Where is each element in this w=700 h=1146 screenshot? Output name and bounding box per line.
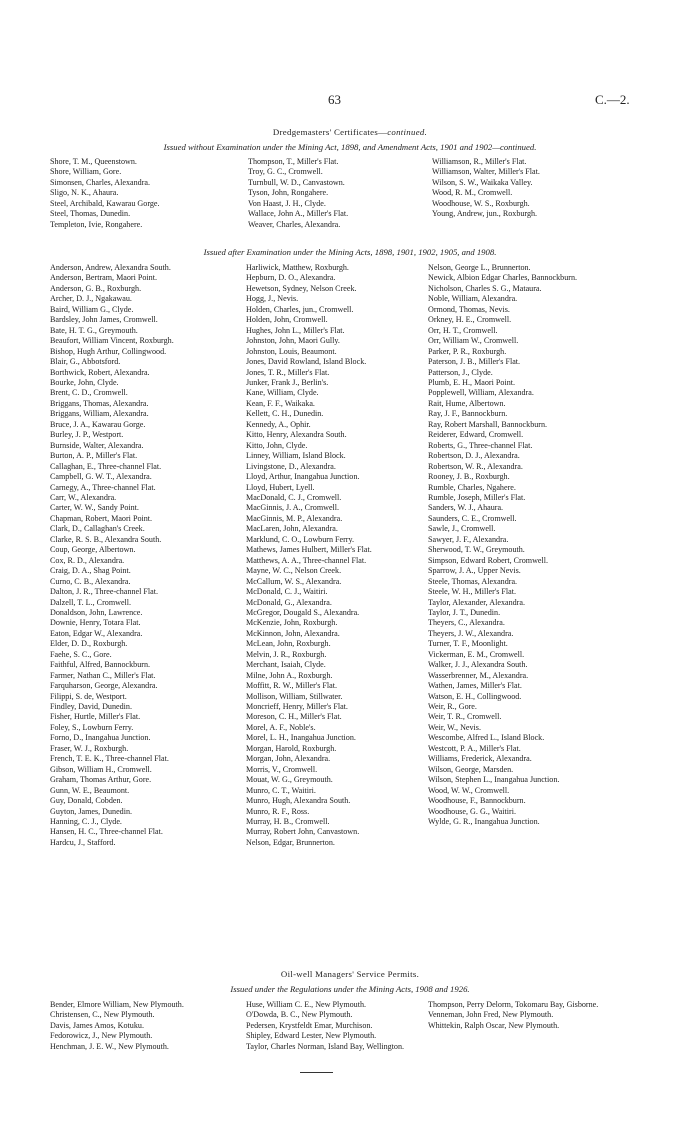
list-item: Marklund, C. O., Lowburn Ferry. — [246, 534, 355, 544]
list-item: Blair, G., Abbotsford. — [50, 357, 121, 367]
list-item: Thompson, T., Miller's Flat. — [248, 157, 339, 166]
list-item: Briggans, Thomas, Alexandra. — [50, 398, 149, 408]
list-item: Wood, W. W., Cromwell. — [428, 785, 510, 795]
section2-col2 — [246, 263, 421, 848]
list-item: Orr, William W., Cromwell. — [428, 336, 519, 346]
list-item: Wilson, Stephen L., Inangahua Junction. — [428, 775, 560, 785]
list-item: Holden, Charles, jun., Cromwell. — [246, 304, 354, 314]
list-item: Fraser, W. J., Roxburgh. — [50, 743, 129, 753]
list-item: Steel, Thomas, Dunedin. — [50, 209, 131, 219]
list-item: Campbell, G. W. T., Alexandra. — [50, 472, 152, 482]
list-item: Carter, W. W., Sandy Point. — [50, 503, 139, 513]
list-item: Nelson, Edgar, Brunnerton. — [246, 837, 335, 847]
list-item: Morris, V., Cromwell. — [246, 764, 318, 774]
list-item: Rooney, J. B., Roxburgh. — [428, 472, 510, 482]
list-item: Lloyd, Arthur, Inangahua Junction. — [246, 472, 360, 482]
list-item: Sparrow, J. A., Upper Nevis. — [428, 566, 521, 576]
list-item: Morel, A. F., Noble's. — [246, 722, 316, 732]
list-item: Henchman, J. E. W., New Plymouth. — [50, 1041, 169, 1051]
list-item: Wilson, George, Marsden. — [428, 764, 514, 774]
list-item: Orkney, H. E., Cromwell. — [428, 315, 512, 325]
list-item: Borthwick, Robert, Alexandra. — [50, 367, 150, 377]
list-item: Plumb, E. H., Maori Point. — [428, 377, 516, 387]
list-item: Rait, Hume, Albertown. — [428, 398, 506, 408]
list-item: Sanders, W. J., Ahaura. — [428, 503, 504, 513]
list-item: Milne, John A., Roxburgh. — [246, 670, 333, 680]
list-item: Holden, John, Cromwell. — [246, 315, 328, 325]
list-item: Turner, T. F., Moonlight. — [428, 639, 508, 649]
list-item: Kean, F. F., Waikaka. — [246, 398, 315, 408]
list-item: Paterson, J. B., Miller's Flat. — [428, 357, 521, 367]
list-item: Archer, D. J., Ngakawau. — [50, 294, 132, 304]
list-item: Munro, R. F., Ross. — [246, 806, 310, 816]
list-item: Anderson, G. B., Roxburgh. — [50, 283, 142, 293]
section1-subheading: Issued without Examination under the Mining Act, 1898, and Amendment Acts, 1901 and 1902—continued. — [163, 142, 537, 152]
list-item: Moreson, C. H., Miller's Flat. — [246, 712, 342, 722]
section1-list — [0, 157, 700, 257]
list-item: Ray, Robert Marshall, Bannockburn. — [428, 419, 548, 429]
list-item: Linney, William, Island Block. — [246, 451, 346, 461]
list-item: Foley, S., Lowburn Ferry. — [50, 722, 134, 732]
section3-col1 — [50, 1000, 245, 1052]
list-item: Orr, H. T., Cromwell. — [428, 325, 498, 335]
list-item: Robertson, W. R., Alexandra. — [428, 461, 523, 471]
list-item: Sawle, J., Cromwell. — [428, 524, 496, 534]
list-item: Clark, D., Callaghan's Creek. — [50, 524, 145, 534]
section1-col3 — [432, 157, 632, 220]
list-item: Shore, William, Gore. — [50, 167, 122, 177]
list-item: Wilson, S. W., Waikaka Valley. — [432, 177, 533, 187]
list-item: Johnston, Louis, Beaumont. — [246, 346, 337, 356]
list-item: Williamson, R., Miller's Flat. — [432, 157, 527, 166]
list-item: McLean, John, Roxburgh. — [246, 639, 331, 649]
list-item: Woodhouse, W. S., Roxburgh. — [432, 198, 530, 208]
list-item: Matthews, A. A., Three-channel Flat. — [246, 555, 367, 565]
list-item: Whittekin, Ralph Oscar, New Plymouth. — [428, 1020, 560, 1030]
list-item: Patterson, J., Clyde. — [428, 367, 493, 377]
list-item: Bardsley, John James, Cromwell. — [50, 315, 158, 325]
section2-col1 — [50, 263, 245, 848]
list-item: French, T. E. K., Three-channel Flat. — [50, 754, 169, 764]
list-item: Baird, William G., Clyde. — [50, 304, 134, 314]
page-reference: C.—2. — [595, 92, 630, 107]
list-item: Forno, D., Inangahua Junction. — [50, 733, 151, 743]
list-item: Turnbull, W. D., Canvastown. — [248, 177, 345, 187]
list-item: Theyers, J. W., Alexandra. — [428, 628, 514, 638]
list-item: Eaton, Edgar W., Alexandra. — [50, 628, 143, 638]
list-item: Mouat, W. G., Greymouth. — [246, 775, 333, 785]
list-item: Munro, C. T., Waitiri. — [246, 785, 316, 795]
list-item: Moncrieff, Henry, Miller's Flat. — [246, 702, 348, 712]
list-item: Newick, Albion Edgar Charles, Bannockburn. — [428, 273, 578, 283]
list-item: Westcott, P. A., Miller's Flat. — [428, 743, 521, 753]
list-item: Troy, G. C., Cromwell. — [248, 167, 323, 177]
list-item: Murray, Robert John, Canvastown. — [246, 827, 360, 837]
list-item: Munro, Hugh, Alexandra South. — [246, 796, 351, 806]
list-item: Venneman, John Fred, New Plymouth. — [428, 1010, 554, 1020]
list-item: Vickerman, E. M., Cromwell. — [428, 649, 525, 659]
list-item: Gibson, William H., Cromwell. — [50, 764, 152, 774]
list-item: Kitto, Henry, Alexandra South. — [246, 430, 347, 440]
list-item: Carr, W., Alexandra. — [50, 492, 117, 502]
list-item: Wylde, G. R., Inangahua Junction. — [428, 817, 540, 827]
list-item: McKenzie, John, Roxburgh. — [246, 618, 338, 628]
list-item: Faithful, Alfred, Bannockburn. — [50, 660, 151, 670]
list-item: Rumble, Joseph, Miller's Flat. — [428, 492, 526, 502]
list-item: Junker, Frank J., Berlin's. — [246, 377, 329, 387]
list-item: Brent, C. D., Cromwell. — [50, 388, 128, 398]
list-item: Kane, William, Clyde. — [246, 388, 319, 398]
list-item: Burnside, Walter, Alexandra. — [50, 440, 144, 450]
list-item: Farmer, Nathan C., Miller's Flat. — [50, 670, 156, 680]
list-item: Noble, William, Alexandra. — [428, 294, 518, 304]
list-item: Robertson, D. J., Alexandra. — [428, 451, 520, 461]
list-item: Wallace, John A., Miller's Flat. — [248, 209, 349, 219]
list-item: Guy, Donald, Cobden. — [50, 796, 123, 806]
list-item: Wathen, James, Miller's Flat. — [428, 681, 522, 691]
list-item: Thompson, Perry Delorm, Tokomaru Bay, Gisborne. — [428, 1000, 599, 1009]
list-item: Hogg, J., Nevis. — [246, 294, 299, 304]
list-item: Reiderer, Edward, Cromwell. — [428, 430, 524, 440]
list-item: Downie, Henry, Totara Flat. — [50, 618, 141, 628]
list-item: MacLaren, John, Alexandra. — [246, 524, 338, 534]
list-item: Williamson, Walter, Miller's Flat. — [432, 167, 540, 177]
list-item: Johnston, John, Maori Gully. — [246, 336, 340, 346]
list-item: Hewetson, Sydney, Nelson Creek. — [246, 283, 357, 293]
list-item: McDonald, G., Alexandra. — [246, 597, 332, 607]
list-item: Morel, L. H., Inangahua Junction. — [246, 733, 356, 743]
list-item: Bruce, J. A., Kawarau Gorge. — [50, 419, 146, 429]
section1-col1 — [50, 157, 235, 230]
list-item: Weir, T. R., Cromwell. — [428, 712, 502, 722]
list-item: Carnegy, A., Three-channel Flat. — [50, 482, 156, 492]
page-number: 63 — [328, 92, 341, 107]
list-item: Hardcu, J., Stafford. — [50, 837, 116, 847]
section3-col3 — [428, 1000, 640, 1031]
list-item: Lloyd, Hubert, Lyell. — [246, 482, 315, 492]
section3-subheading: Issued under the Regulations under the Mining Acts, 1908 and 1926. — [230, 984, 470, 994]
list-item: Rumble, Charles, Ngahere. — [428, 482, 516, 492]
list-item: Fisher, Hurtle, Miller's Flat. — [50, 712, 141, 722]
list-item: Farquharson, George, Alexandra. — [50, 681, 158, 691]
list-item: Burton, A. P., Miller's Flat. — [50, 451, 138, 461]
list-item: McCallum, W. S., Alexandra. — [246, 576, 342, 586]
list-item: Jones, David Rowland, Island Block. — [246, 357, 367, 367]
list-item: Jones, T. R., Miller's Flat. — [246, 367, 330, 377]
list-item: Kellett, C. H., Dunedin. — [246, 409, 324, 419]
list-item: Sligo, N. K., Ahaura. — [50, 188, 119, 198]
section2-list — [0, 263, 700, 863]
list-item: Dalton, J. R., Three-channel Flat. — [50, 587, 158, 597]
list-item: Hanning, C. J., Clyde. — [50, 817, 122, 827]
list-item: Theyers, C., Alexandra. — [428, 618, 505, 628]
list-item: MacGinnis, M. P., Alexandra. — [246, 513, 343, 523]
list-item: Templeton, Ivie, Rongahere. — [50, 219, 143, 229]
section3-col2 — [246, 1000, 426, 1052]
list-item: Simpson, Edward Robert, Cromwell. — [428, 555, 549, 565]
list-item: Wood, R. M., Cromwell. — [432, 188, 513, 198]
list-item: Woodhouse, F., Bannockburn. — [428, 796, 526, 806]
list-item: Findley, David, Dunedin. — [50, 702, 132, 712]
list-item: Taylor, Charles Norman, Island Bay, Wellington. — [246, 1041, 405, 1051]
section1-col2 — [248, 157, 418, 230]
list-item: Chapman, Robert, Maori Point. — [50, 513, 153, 523]
list-item: Weir, W., Nevis. — [428, 722, 481, 732]
list-item: Young, Andrew, jun., Roxburgh. — [432, 209, 538, 219]
list-item: Taylor, Alexander, Alexandra. — [428, 597, 525, 607]
list-item: Parker, P. R., Roxburgh. — [428, 346, 507, 356]
list-item: Ormond, Thomas, Nevis. — [428, 304, 510, 314]
list-item: Woodhouse, G. G., Waitiri. — [428, 806, 517, 816]
section3-heading: Oil-well Managers' Service Permits. — [280, 969, 420, 979]
list-item: Christensen, C., New Plymouth. — [50, 1010, 155, 1020]
list-item: Donaldson, John, Lawrence. — [50, 607, 143, 617]
list-item: Kitto, John, Clyde. — [246, 440, 308, 450]
list-item: Walker, J. J., Alexandra South. — [428, 660, 528, 670]
list-item: McKinnon, John, Alexandra. — [246, 628, 340, 638]
list-item: Ray, J. F., Bannockburn. — [428, 409, 508, 419]
list-item: Faehe, S. C., Gore. — [50, 649, 112, 659]
list-item: Kennedy, A., Ophir. — [246, 419, 311, 429]
section1-heading-text: Dredgemasters' Certificates— — [272, 127, 388, 137]
list-item: Curno, C. B., Alexandra. — [50, 576, 131, 586]
list-item: Morgan, Harold, Roxburgh. — [246, 743, 337, 753]
section1-heading-cont: continued. — [387, 127, 428, 137]
list-item: Hughes, John L., Miller's Flat. — [246, 325, 345, 335]
list-item: Bishop, Hugh Arthur, Collingwood. — [50, 346, 167, 356]
list-item: Steele, W. H., Miller's Flat. — [428, 587, 517, 597]
list-item: Von Haast, J. H., Clyde. — [248, 198, 326, 208]
list-item: Nicholson, Charles S. G., Mataura. — [428, 283, 542, 293]
list-item: Callaghan, E., Three-channel Flat. — [50, 461, 162, 471]
list-item: Shipley, Edward Lester, New Plymouth. — [246, 1031, 377, 1041]
section2-subheading: Issued after Examination under the Mining Acts, 1898, 1901, 1902, 1905, and 1908. — [203, 247, 497, 257]
list-item: Coup, George, Albertown. — [50, 545, 136, 555]
list-item: Weaver, Charles, Alexandra. — [248, 219, 341, 229]
list-item: Morgan, John, Alexandra. — [246, 754, 331, 764]
list-item: Williams, Frederick, Alexandra. — [428, 754, 532, 764]
list-item: Shore, T. M., Queenstown. — [50, 157, 137, 166]
list-item: Hepburn, D. O., Alexandra. — [246, 273, 336, 283]
list-item: Hansen, H. C., Three-channel Flat. — [50, 827, 163, 837]
section2-col3 — [428, 263, 640, 827]
list-item: Melvin, J. R., Roxburgh. — [246, 649, 327, 659]
list-item: Steele, Thomas, Alexandra. — [428, 576, 518, 586]
list-item: Gunn, W. E., Beaumont. — [50, 785, 130, 795]
list-item: Merchant, Isaiah, Clyde. — [246, 660, 326, 670]
list-item: Guyton, James, Dunedin. — [50, 806, 133, 816]
list-item: Murray, H. B., Cromwell. — [246, 817, 330, 827]
list-item: Roberts, G., Three-channel Flat. — [428, 440, 533, 450]
list-item: Davis, James Amos, Kotuku. — [50, 1020, 144, 1030]
list-item: Moffitt, R. W., Miller's Flat. — [246, 681, 338, 691]
list-item: Wasserbrenner, M., Alexandra. — [428, 670, 529, 680]
list-item: Filippi, S. de, Westport. — [50, 691, 127, 701]
list-item: Pedersen, Krystfeldt Emar, Murchison. — [246, 1020, 373, 1030]
list-item: Huse, William C. E., New Plymouth. — [246, 1000, 367, 1009]
list-item: Burley, J. P., Westport. — [50, 430, 124, 440]
list-item: Anderson, Andrew, Alexandra South. — [50, 263, 171, 272]
list-item: Steel, Archibald, Kawarau Gorge. — [50, 198, 160, 208]
list-item: Clarke, R. S. B., Alexandra South. — [50, 534, 162, 544]
list-item: Livingstone, D., Alexandra. — [246, 461, 336, 471]
list-item: Mayne, W. C., Nelson Creek. — [246, 566, 342, 576]
list-item: Dalzell, T. L., Cromwell. — [50, 597, 132, 607]
list-item: Mathews, James Hulbert, Miller's Flat. — [246, 545, 372, 555]
list-item: Simonsen, Charles, Alexandra. — [50, 177, 151, 187]
list-item: Sherwood, T. W., Greymouth. — [428, 545, 525, 555]
list-item: Craig, D. A., Shag Point. — [50, 566, 131, 576]
section1-heading — [0, 127, 700, 137]
list-item: McDonald, C. J., Waitiri. — [246, 587, 328, 597]
list-item: Tyson, John, Rongahere. — [248, 188, 329, 198]
list-item: Bender, Elmore William, New Plymouth. — [50, 1000, 184, 1009]
end-rule — [300, 1072, 333, 1073]
list-item: MacGinnis, J. A., Cromwell. — [246, 503, 340, 513]
list-item: O'Dowda, B. C., New Plymouth. — [246, 1010, 353, 1020]
list-item: Weir, R., Gore. — [428, 702, 477, 712]
list-item: Bate, H. T. G., Greymouth. — [50, 325, 138, 335]
list-item: Anderson, Bertram, Maori Point. — [50, 273, 158, 283]
list-item: Cox, R. D., Alexandra. — [50, 555, 125, 565]
list-item: Harliwick, Matthew, Roxburgh. — [246, 263, 349, 272]
list-item: McGregor, Dougald S., Alexandra. — [246, 607, 360, 617]
list-item: Saunders, C. E., Cromwell. — [428, 513, 517, 523]
list-item: Sawyer, J. F., Alexandra. — [428, 534, 509, 544]
list-item: Nelson, George L., Brunnerton. — [428, 263, 531, 272]
list-item: MacDonald, C. J., Cromwell. — [246, 492, 342, 502]
list-item: Watson, E. H., Collingwood. — [428, 691, 522, 701]
list-item: Beaufort, William Vincent, Roxburgh. — [50, 336, 174, 346]
list-item: Briggans, William, Alexandra. — [50, 409, 149, 419]
list-item: Popplewell, William, Alexandra. — [428, 388, 534, 398]
list-item: Wescombe, Alfred L., Island Block. — [428, 733, 545, 743]
list-item: Elder, D. D., Roxburgh. — [50, 639, 128, 649]
list-item: Taylor, J. T., Dunedin. — [428, 607, 501, 617]
list-item: Mollison, William, Stillwater. — [246, 691, 343, 701]
list-item: Fedorowicz, J., New Plymouth. — [50, 1031, 153, 1041]
list-item: Graham, Thomas Arthur, Gore. — [50, 775, 152, 785]
list-item: Bourke, John, Clyde. — [50, 377, 119, 387]
